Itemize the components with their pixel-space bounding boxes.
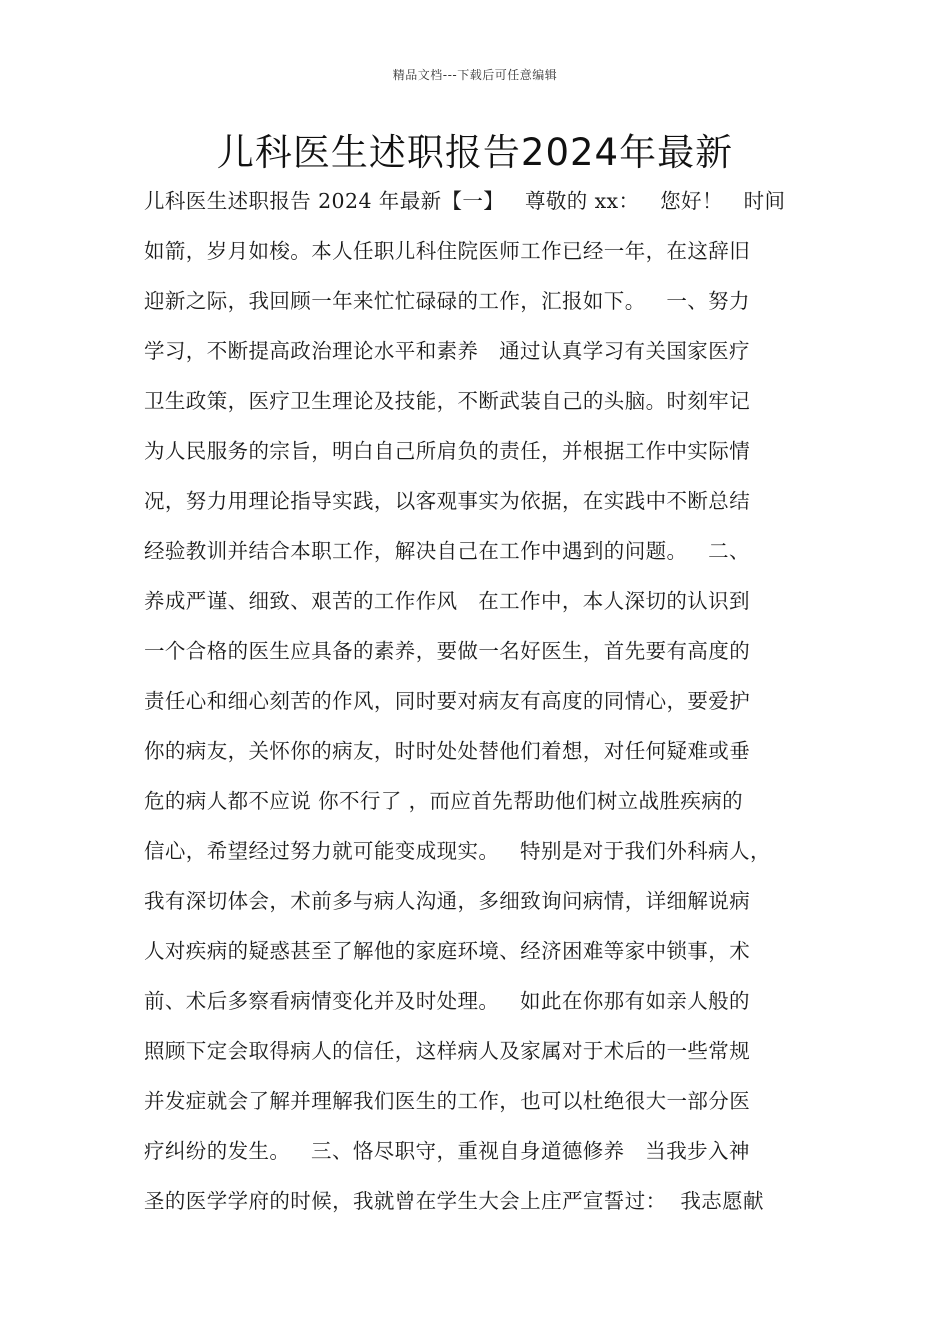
body-line: 圣的医学学府的时候，我就曾在学生大会上庄严宣誓过： 我志愿献 (144, 1189, 764, 1213)
body-line: 责任心和细心刻苦的作风，同时要对病友有高度的同情心，要爱护 (144, 689, 751, 713)
document-body (144, 176, 824, 1226)
body-line: 为人民服务的宗旨，明白自己所肩负的责任，并根据工作中实际情 (144, 439, 751, 463)
header-note: 精品文档---下载后可任意编辑 (392, 68, 558, 82)
body-line: 人对疾病的疑惑甚至了解他的家庭环境、经济困难等家中锁事，术 (144, 939, 751, 963)
body-line: 前、术后多察看病情变化并及时处理。 如此在你那有如亲人般的 (144, 989, 750, 1013)
body-line: 疗纠纷的发生。 三、恪尽职守，重视自身道德修养 当我步入神 (144, 1139, 750, 1163)
body-line: 迎新之际，我回顾一年来忙忙碌碌的工作，汇报如下。 一、努力 (144, 289, 750, 313)
body-line: 儿科医生述职报告 2024 年最新【一】 尊敬的 xx： 您好！ 时间 (144, 189, 786, 213)
body-line: 照顾下定会取得病人的信任，这样病人及家属对于术后的一些常规 (144, 1039, 751, 1063)
body-line: 卫生政策，医疗卫生理论及技能，不断武装自己的头脑。时刻牢记 (144, 389, 751, 413)
body-line: 信心，希望经过努力就可能变成现实。 特别是对于我们外科病人， (144, 839, 771, 863)
body-line: 养成严谨、细致、艰苦的工作作风 在工作中，本人深切的认识到 (144, 589, 750, 613)
body-line: 学习，不断提高政治理论水平和素养 通过认真学习有关国家医疗 (144, 339, 750, 363)
body-line: 况，努力用理论指导实践，以客观事实为依据，在实践中不断总结 (144, 489, 751, 513)
body-line: 你的病友，关怀你的病友，时时处处替他们着想，对任何疑难或垂 (144, 739, 751, 763)
body-line: 并发症就会了解并理解我们医生的工作，也可以杜绝很大一部分医 (144, 1089, 751, 1113)
document-title: 儿科医生述职报告2024年最新 (216, 131, 734, 174)
body-line: 我有深切体会，术前多与病人沟通，多细致询问病情，详细解说病 (144, 889, 751, 913)
body-line: 危的病人都不应说 你不行了 ，而应首先帮助他们树立战胜疾病的 (144, 789, 744, 813)
body-line: 如箭，岁月如梭。本人任职儿科住院医师工作已经一年，在这辞旧 (144, 239, 751, 263)
body-line: 一个合格的医生应具备的素养，要做一名好医生，首先要有高度的 (144, 639, 751, 663)
body-line: 经验教训并结合本职工作，解决自己在工作中遇到的问题。 二、 (144, 539, 750, 563)
